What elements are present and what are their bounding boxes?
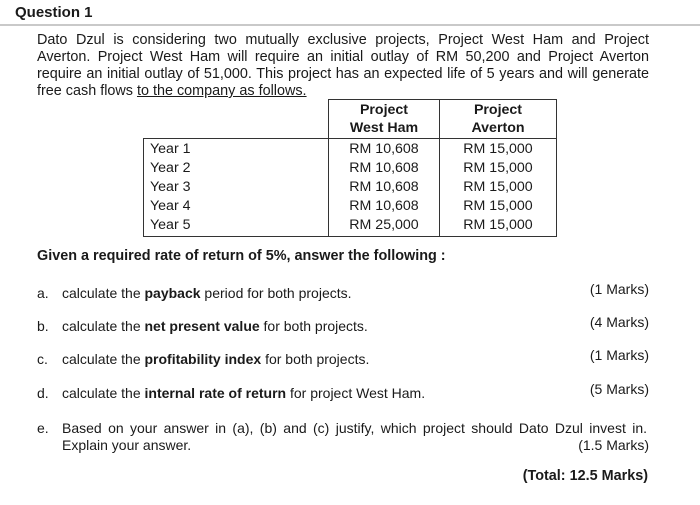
west-ham-cell: RM 10,608 bbox=[329, 178, 440, 197]
item-text-bold: internal rate of return bbox=[144, 385, 287, 401]
table-row bbox=[144, 197, 557, 216]
header-cell-west-ham bbox=[329, 100, 440, 139]
cash-flow-table bbox=[143, 99, 557, 237]
table-header-row bbox=[144, 100, 557, 139]
item-marks: (5 Marks) bbox=[589, 381, 649, 397]
item-text-post: period for both projects. bbox=[200, 285, 352, 301]
table-row bbox=[144, 159, 557, 178]
averton-cell: RM 15,000 bbox=[440, 159, 557, 178]
item-text-bold: net present value bbox=[144, 318, 260, 334]
item-text bbox=[62, 351, 369, 368]
item-text-bold: payback bbox=[144, 285, 201, 301]
table-row bbox=[144, 178, 557, 197]
item-letter: a. bbox=[37, 285, 49, 301]
item-letter: c. bbox=[37, 351, 48, 367]
item-letter: e. bbox=[37, 420, 49, 436]
item-marks: (1 Marks) bbox=[589, 281, 649, 297]
header-cell-blank bbox=[144, 100, 329, 139]
west-ham-cell: RM 25,000 bbox=[329, 216, 440, 237]
instruction-heading: Given a required rate of return of 5%, answer the following : bbox=[37, 248, 446, 264]
item-letter: d. bbox=[37, 385, 49, 401]
header-cell-averton bbox=[440, 100, 557, 139]
item-text-pre: calculate the bbox=[62, 351, 145, 367]
west-ham-cell: RM 10,608 bbox=[329, 197, 440, 216]
averton-cell: RM 15,000 bbox=[440, 139, 557, 160]
averton-cell: RM 15,000 bbox=[440, 197, 557, 216]
item-text bbox=[62, 385, 425, 402]
item-text-pre: calculate the bbox=[62, 285, 145, 301]
title-divider bbox=[0, 24, 700, 26]
item-text-post: for both projects. bbox=[259, 318, 368, 334]
item-marks: (1 Marks) bbox=[589, 347, 649, 363]
item-text bbox=[62, 318, 368, 335]
year-cell: Year 4 bbox=[144, 197, 329, 216]
averton-cell: RM 15,000 bbox=[440, 178, 557, 197]
year-cell: Year 3 bbox=[144, 178, 329, 197]
intro-text: Dato Dzul is considering two mutually exclusive projects, Project West Ham and Project Averton. Project West Ham will require an initial outlay of RM 50,200 and Project Averton require an initial outlay of 51,000. This project has an expected life of 5 years and will generate free cash flows bbox=[37, 32, 649, 99]
header-west-ham-line2: West Ham bbox=[349, 120, 419, 136]
question-intro bbox=[37, 32, 649, 100]
item-text-pre: calculate the bbox=[62, 385, 145, 401]
item-text-bold: profitability index bbox=[144, 351, 262, 367]
table-row bbox=[144, 216, 557, 237]
header-averton-line1: Project bbox=[473, 102, 523, 118]
west-ham-cell: RM 10,608 bbox=[329, 159, 440, 178]
item-text bbox=[62, 285, 352, 302]
item-text: Based on your answer in (a), (b) and (c) justify, which project should Dato Dzul invest in. Explain your answer. bbox=[62, 420, 647, 453]
averton-cell: RM 15,000 bbox=[440, 216, 557, 237]
header-west-ham-line1: Project bbox=[359, 102, 409, 118]
intro-underlined-text: to the company as follows. bbox=[136, 83, 307, 99]
west-ham-cell: RM 10,608 bbox=[329, 139, 440, 160]
item-marks: (1.5 Marks) bbox=[578, 437, 649, 453]
item-text-post: for project West Ham. bbox=[286, 385, 426, 401]
item-letter: b. bbox=[37, 318, 49, 334]
table-row bbox=[144, 139, 557, 160]
item-text-post: for both projects. bbox=[261, 351, 370, 367]
year-cell: Year 2 bbox=[144, 159, 329, 178]
question-title: Question 1 bbox=[15, 4, 93, 21]
header-averton-line2: Averton bbox=[471, 120, 525, 136]
item-marks: (4 Marks) bbox=[589, 314, 649, 330]
total-marks: (Total: 12.5 Marks) bbox=[522, 468, 648, 484]
year-cell: Year 1 bbox=[144, 139, 329, 160]
year-cell: Year 5 bbox=[144, 216, 329, 237]
item-text-pre: calculate the bbox=[62, 318, 145, 334]
